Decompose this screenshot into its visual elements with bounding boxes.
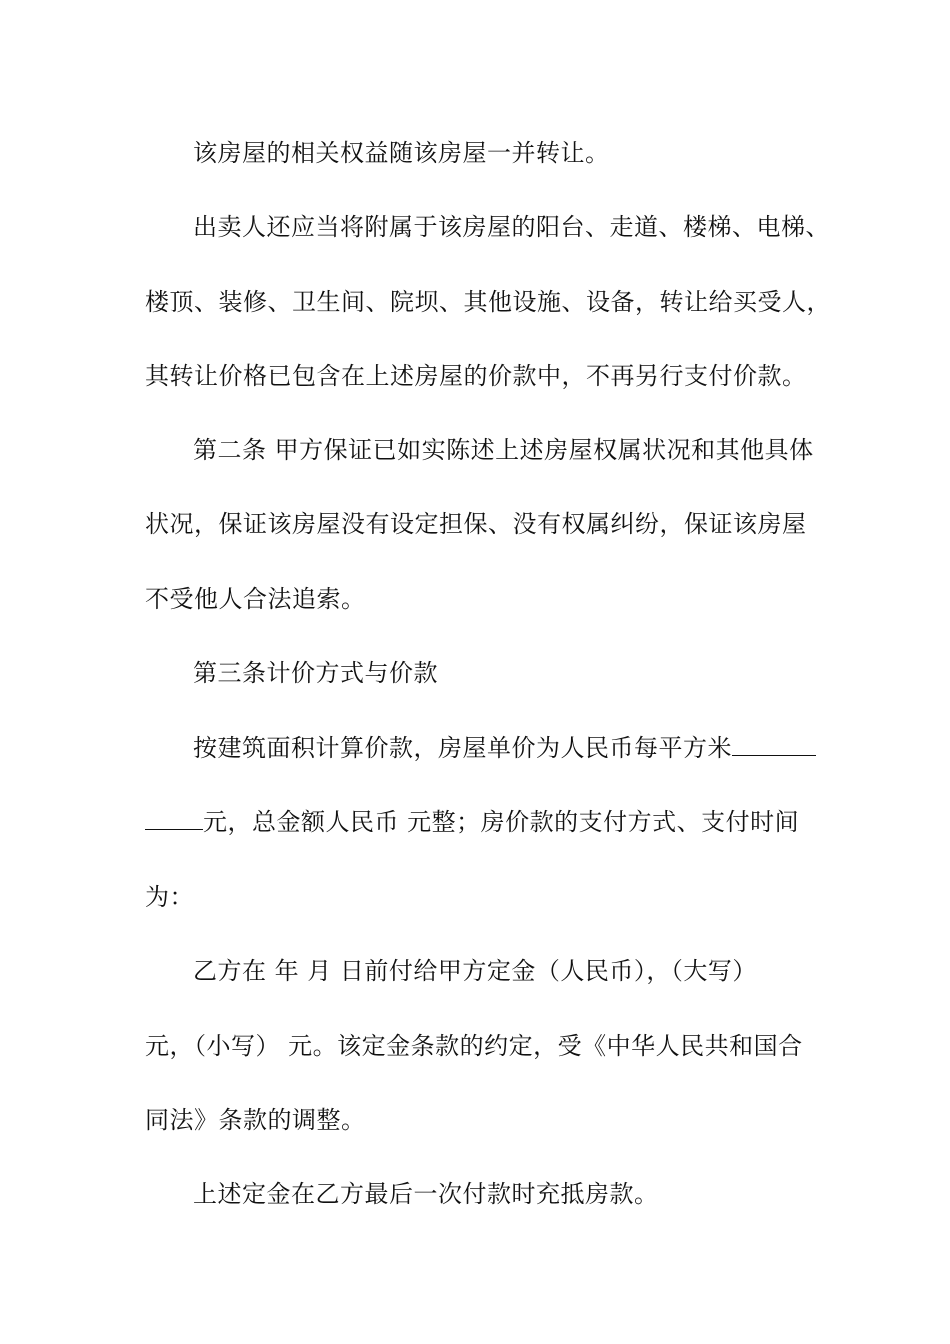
paragraph-line: 上述定金在乙方最后一次付款时充抵房款。 xyxy=(193,1180,659,1208)
deposit-line: 乙方在 年 月 日前付给甲方定金（人民币），（大写） xyxy=(193,957,757,985)
paragraph-line: 楼顶、装修、卫生间、院坝、其他设施、设备，转让给买受人， xyxy=(145,288,831,316)
total-amount-line xyxy=(145,805,825,839)
unit-price-line xyxy=(193,731,873,765)
total-amount-text: 元，总金额人民币 元整；房价款的支付方式、支付时间 xyxy=(203,808,800,836)
clause-two-heading-line: 第二条 甲方保证已如实陈述上述房屋权属状况和其他具体 xyxy=(193,436,814,464)
paragraph-line: 出卖人还应当将附属于该房屋的阳台、走道、楼梯、电梯、 xyxy=(193,213,830,241)
paragraph-line: 其转让价格已包含在上述房屋的价款中，不再另行支付价款。 xyxy=(145,362,807,390)
clause-three-heading: 第三条计价方式与价款 xyxy=(193,659,438,687)
paragraph-line: 元，（小写） 元。该定金条款的约定，受《中华人民共和国合 xyxy=(145,1032,803,1060)
unit-price-text: 按建筑面积计算价款，房屋单价为人民币每平方米 xyxy=(193,734,732,762)
paragraph-line: 不受他人合法追索。 xyxy=(145,585,366,613)
paragraph-line: 为： xyxy=(145,883,194,911)
paragraph-line: 同法》条款的调整。 xyxy=(145,1106,366,1134)
unit-price-blank-continued xyxy=(145,807,203,830)
paragraph-line: 该房屋的相关权益随该房屋一并转让。 xyxy=(193,139,610,167)
paragraph-line: 状况，保证该房屋没有设定担保、没有权属纠纷，保证该房屋 xyxy=(145,510,807,538)
unit-price-blank xyxy=(732,733,816,756)
